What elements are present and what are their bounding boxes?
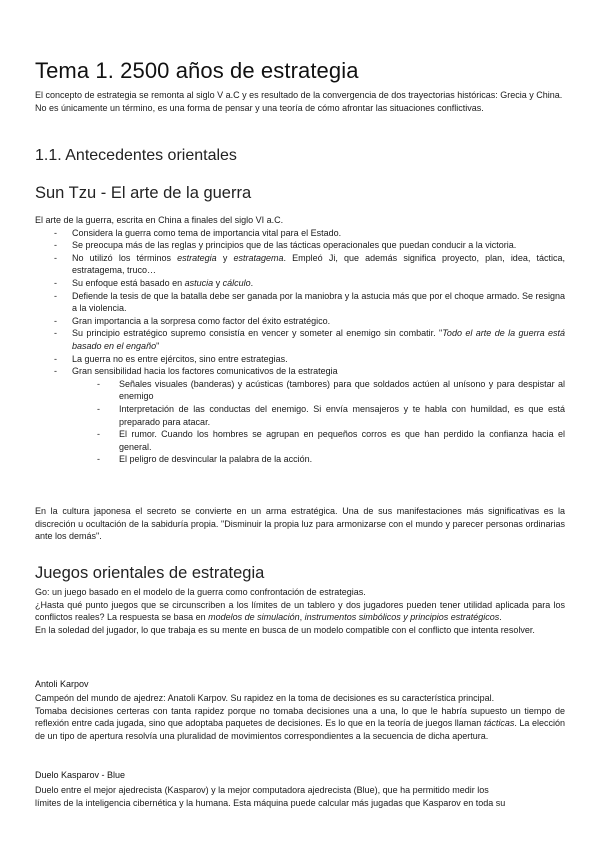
juegos-section xyxy=(35,586,565,636)
kasparov-section xyxy=(35,784,565,809)
kasparov-line-2: límites de la inteligencia cibernética y la humana. Esta máquina puede calcular más jugadas que Kasparov en toda su xyxy=(35,797,506,808)
section-heading-juegos: Juegos orientales de estrategia xyxy=(35,564,265,582)
page-title: Tema 1. 2500 años de estrategia xyxy=(35,58,359,83)
list-item: - La guerra no es entre ejércitos, sino entre estrategias. xyxy=(35,353,565,366)
sub-list xyxy=(72,378,565,466)
list-item: - No utilizó los términos estrategia y estratagema. Empleó Ji, que además significa proyecto, plan, idea, táctica, estratagema, truco… xyxy=(35,252,565,277)
sub-list-item: - El peligro de desvincular la palabra de la acción. xyxy=(72,453,565,466)
sub-list-item: - Interpretación de las conductas del enemigo. Si envía mensajeros y te habla con humildad, es que está preparado para atacar. xyxy=(72,403,565,428)
question-paragraph: ¿Hasta qué punto juegos que se circunscriben a los límites de un tablero y dos jugadores pueden tener utilidad aplicada para los conflictos reales? La respuesta se basa en modelos de simulación, instrumentos simbólicos y principios estratégicos. xyxy=(35,599,565,623)
kasparov-line-1: Duelo entre el mejor ajedrecista (Kasparov) y la mejor computadora ajedrecista (Blue), que ha permitido medir los xyxy=(35,785,489,795)
go-paragraph: Go: un juego basado en el modelo de la guerra como confrontación de estrategias. xyxy=(35,587,366,597)
list-item: - Gran sensibilidad hacia los factores comunicativos de la estrategia - Señales visuales (banderas) y acústicas (tambores) para que soldados actúen al unísono y para despistar al enemigo - Interpretación de las conductas del enemigo. Si envía mensajeros y te habla con humildad, es que está preparado para atacar. - El rumor. Cuando los hombres se agrupan en pequeños corros es que han perdido la confianza hacia el general. - El peligro de desvincular la palabra de la acción. xyxy=(35,365,565,466)
soledad-paragraph: En la soledad del jugador, lo que trabaja es su mente en busca de un modelo compatible con el conflicto que intenta resolver. xyxy=(35,624,535,635)
list-item: - Considera la guerra como tema de importancia vital para el Estado. xyxy=(35,227,565,240)
intro-paragraph-2: No es únicamente un término, es una forma de pensar y una teoría de cómo afrontar las situaciones conflictivas. xyxy=(35,102,484,113)
sun-tzu-lead: El arte de la guerra, escrita en China a finales del siglo VI a.C. xyxy=(35,215,284,225)
intro-section xyxy=(35,89,565,114)
section-heading-antecedentes: 1.1. Antecedentes orientales xyxy=(35,147,237,164)
sun-tzu-list xyxy=(35,227,565,466)
list-item: - Gran importancia a la sorpresa como factor del éxito estratégico. xyxy=(35,315,565,328)
karpov-paragraph-1: Campeón del mundo de ajedrez: Anatoli Karpov. Su rapidez en la toma de decisiones es su característica principal. xyxy=(35,693,495,703)
list-item: - Su principio estratégico supremo consistía en vencer y someter al enemigo sin combatir. "Todo el arte de la guerra está basado en el engaño" xyxy=(35,327,565,352)
sub-list-item: - El rumor. Cuando los hombres se agrupan en pequeños corros es que han perdido la confianza hacia el general. xyxy=(72,428,565,453)
japan-paragraph: En la cultura japonesa el secreto se convierte en un arma estratégica. Una de sus manifestaciones más significativas es la discreción u ocultación de la sabiduría propia. "Disminuir la propia luz para armonizarse con el mundo y parecer personas ordinarias ante los demás". xyxy=(35,506,565,542)
list-item: - Se preocupa más de las reglas y principios que de las tácticas operacionales que puedan conducir a la victoria. xyxy=(35,239,565,252)
list-item: - Defiende la tesis de que la batalla debe ser ganada por la maniobra y la astucia más que por el choque armado. Se resigna a la violencia. xyxy=(35,290,565,315)
japan-section xyxy=(35,505,565,543)
intro-paragraph-1: El concepto de estrategia se remonta al siglo V a.C y es resultado de la convergencia de dos trayectorias históricas: Grecia y China. xyxy=(35,90,563,100)
sub-list-item: - Señales visuales (banderas) y acústicas (tambores) para que soldados actúen al unísono y para despistar al enemigo xyxy=(72,378,565,403)
section-heading-karpov: Antoli Karpov xyxy=(35,679,89,689)
list-item: - Su enfoque está basado en astucia y cálculo. xyxy=(35,277,565,290)
karpov-paragraph-2: Tomaba decisiones certeras con tanta rapidez porque no tomaba decisiones una a una, lo que le habría supuesto un tiempo de reflexión entre cada jugada, sino que adoptaba paquetes de decisiones. Es lo que en la teoría de juegos llaman tácticas. La elección de un tipo de apertura resolvía una pluralidad de movimientos correspondientes a la secuencia de dicha apertura. xyxy=(35,705,565,741)
karpov-section xyxy=(35,692,565,742)
sun-tzu-section xyxy=(35,214,565,466)
section-heading-kasparov: Duelo Kasparov - Blue xyxy=(35,770,126,780)
section-heading-sun-tzu: Sun Tzu - El arte de la guerra xyxy=(35,184,252,202)
